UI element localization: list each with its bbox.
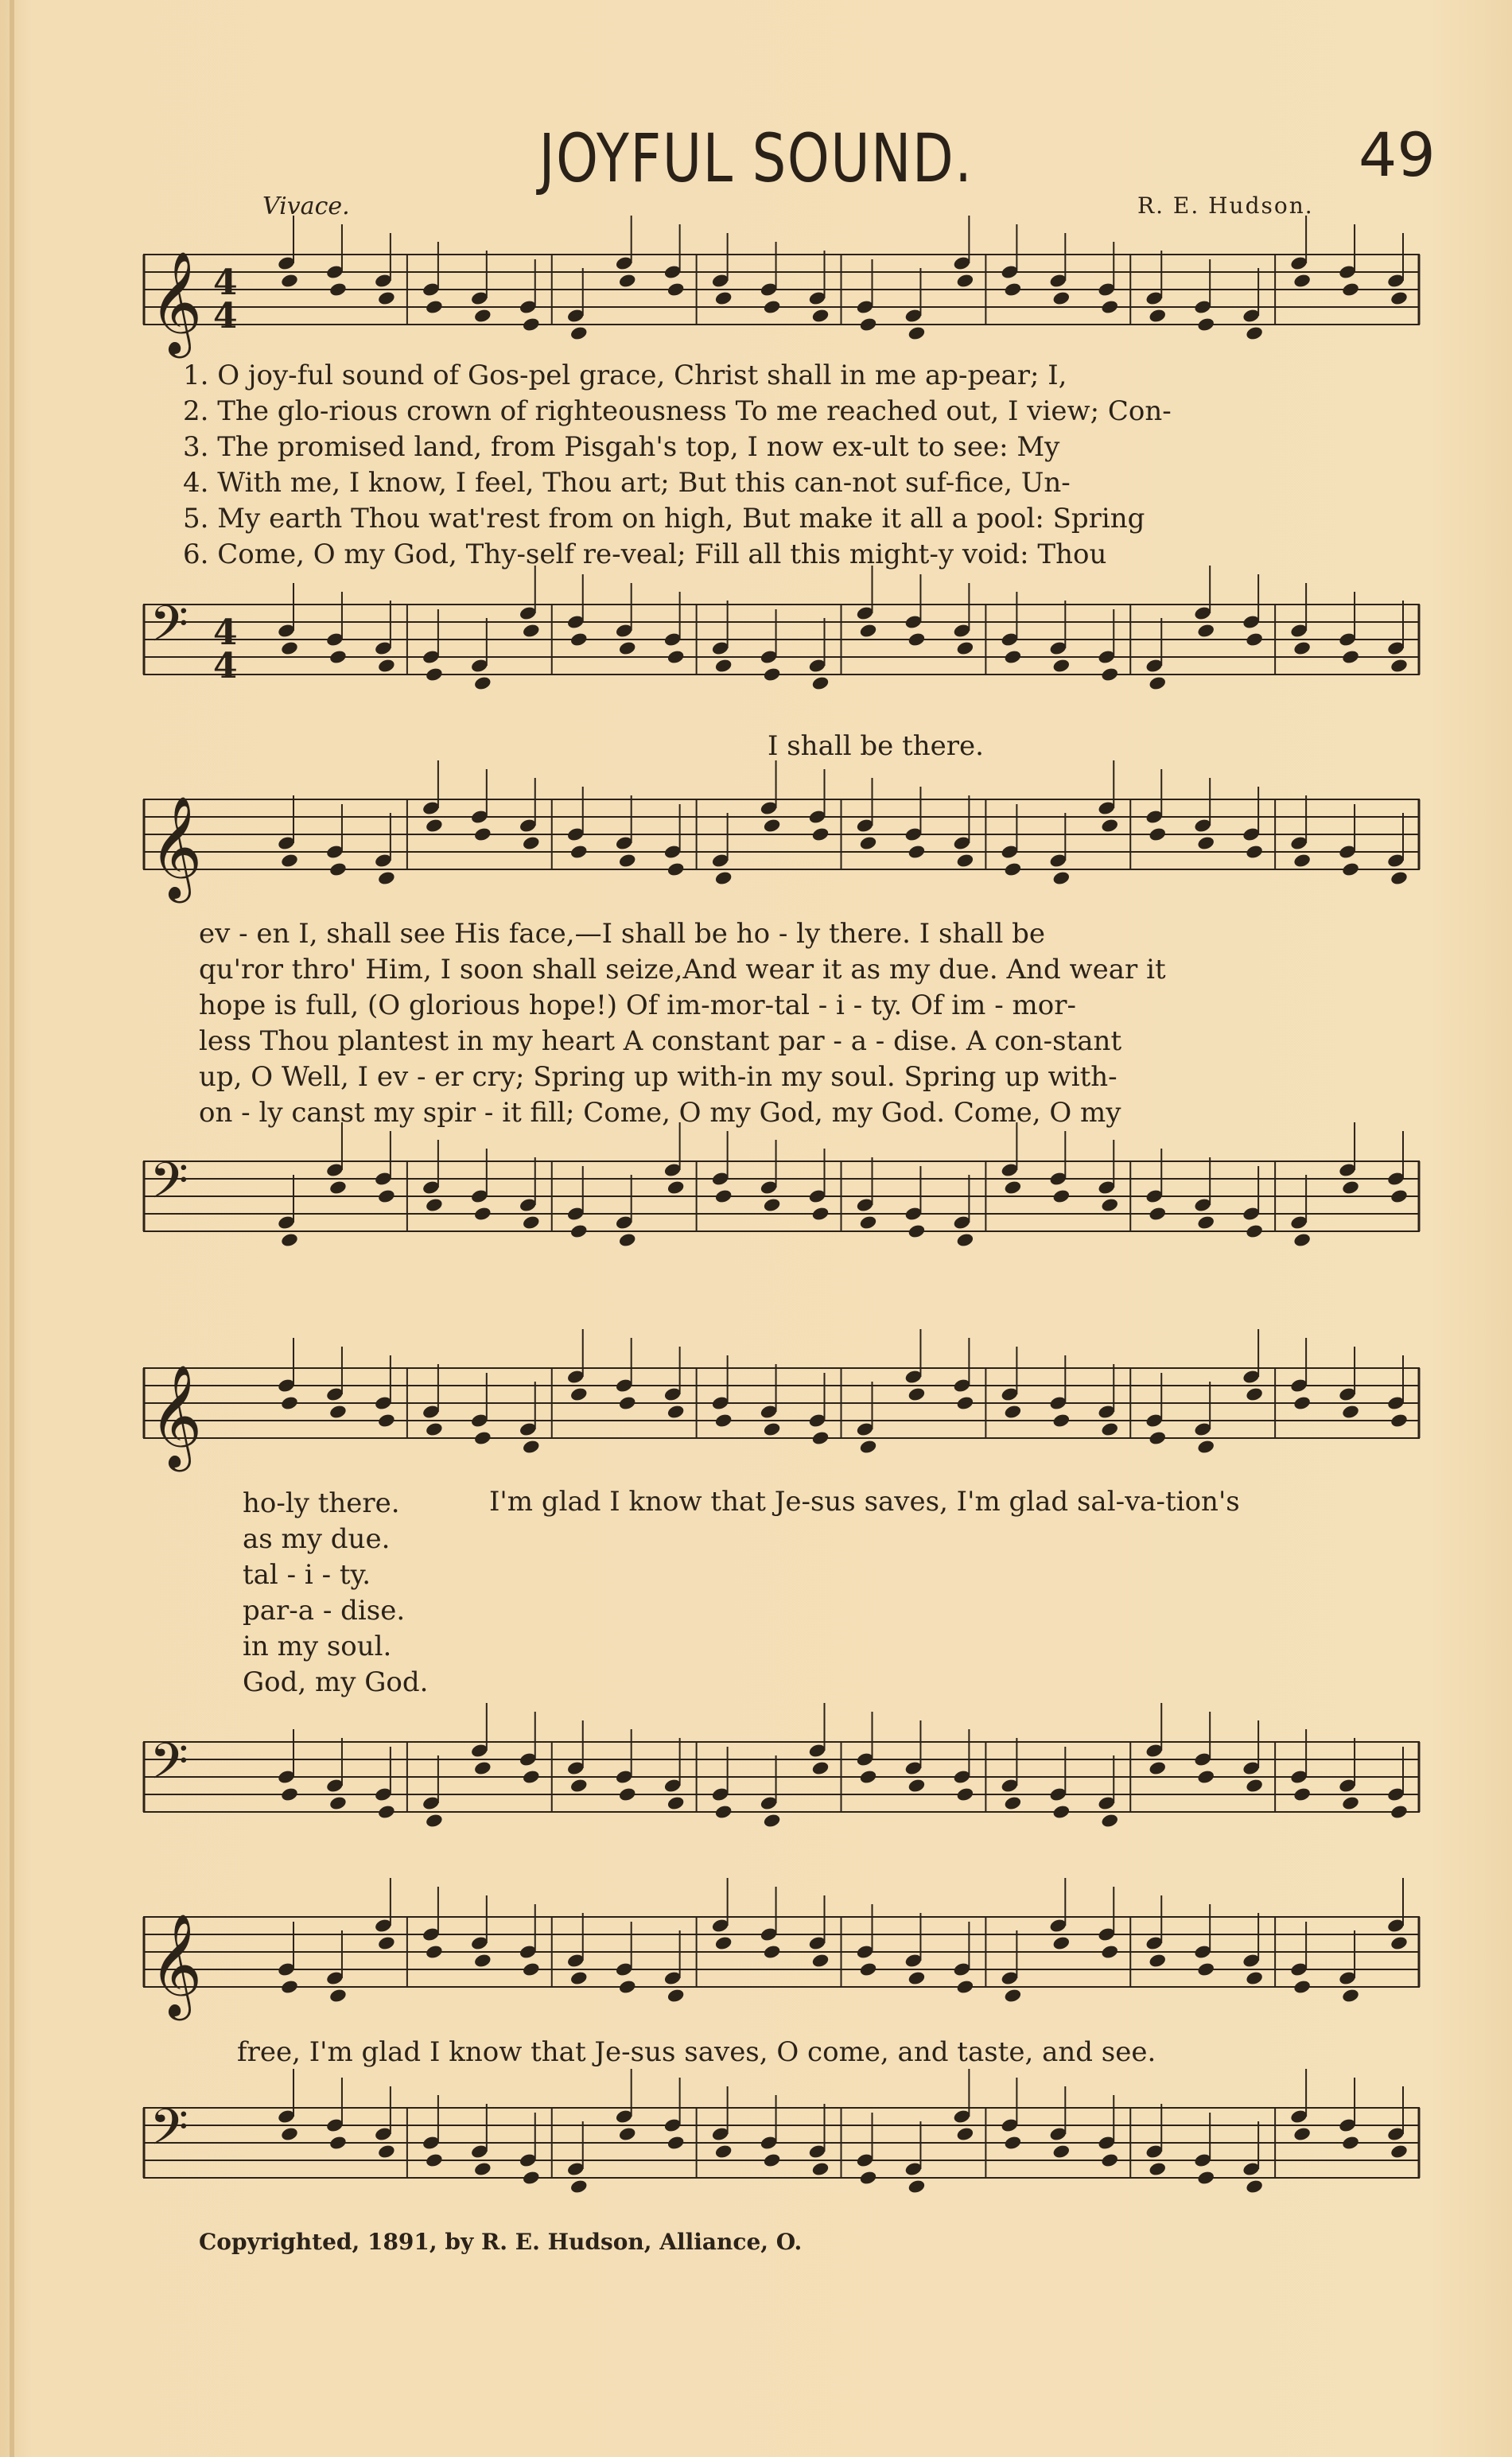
note-head-icon bbox=[1148, 1430, 1167, 1446]
note-head-icon bbox=[1148, 2161, 1167, 2177]
note-head-icon bbox=[1052, 658, 1071, 674]
note-head-icon bbox=[956, 273, 975, 289]
note-head-icon bbox=[763, 299, 782, 315]
treble-staff-system-3 bbox=[143, 1344, 1420, 1487]
note-head-icon bbox=[473, 675, 492, 691]
note-head-icon bbox=[280, 273, 299, 289]
note-head-icon bbox=[1052, 1804, 1071, 1820]
note-head-icon bbox=[1292, 640, 1312, 656]
note-head-icon bbox=[328, 649, 348, 665]
verse-line: 6. Come, O my God, Thy-self re-veal; Fill all this might-y void: Thou bbox=[183, 538, 1107, 570]
note-head-icon bbox=[377, 2144, 396, 2160]
note-head-icon bbox=[1148, 675, 1167, 691]
note-head-icon bbox=[377, 1804, 396, 1820]
page-spine-shadow bbox=[10, 0, 14, 2457]
bass-clef-icon: 𝄢 bbox=[150, 1151, 189, 1222]
verse-line: 2. The glo-rious crown of righteousness To me reached out, I view; Con- bbox=[183, 395, 1172, 427]
note-head-icon bbox=[908, 1778, 927, 1794]
page-number: 49 bbox=[1358, 119, 1436, 190]
note-head-icon bbox=[1341, 649, 1360, 665]
note-head-icon bbox=[522, 1961, 541, 1977]
note-head-icon bbox=[1292, 1979, 1312, 1995]
note-head-icon bbox=[569, 2179, 589, 2195]
note-head-icon bbox=[328, 282, 348, 297]
note-head-icon bbox=[667, 1180, 686, 1195]
note-head-icon bbox=[1390, 1413, 1409, 1429]
note-head-icon bbox=[956, 640, 975, 656]
hymn-title: JOYFUL SOUND. bbox=[538, 119, 974, 197]
note-head-icon bbox=[425, 1421, 444, 1437]
note-head-icon bbox=[811, 675, 830, 691]
note-head-icon bbox=[377, 1188, 396, 1204]
note-head-icon bbox=[473, 1430, 492, 1446]
note-head-icon bbox=[473, 826, 492, 842]
note-head-icon bbox=[1196, 1439, 1215, 1455]
note-head-icon bbox=[473, 2161, 492, 2177]
note-head-icon bbox=[667, 1404, 686, 1420]
note-head-icon bbox=[763, 1197, 782, 1213]
note-head-icon bbox=[1245, 1223, 1264, 1239]
note-head-icon bbox=[714, 870, 733, 886]
note-head-icon bbox=[859, 1961, 878, 1977]
note-head-icon bbox=[763, 667, 782, 682]
verse-line: qu'ror thro' Him, I soon shall seize,And wear it as my due. And wear it bbox=[199, 954, 1166, 986]
note-head-icon bbox=[1341, 1795, 1360, 1811]
note-head-icon bbox=[1292, 1232, 1312, 1248]
note-head-icon bbox=[473, 1760, 492, 1776]
bass-clef-icon: 𝄢 bbox=[150, 2097, 189, 2168]
time-signature-icon: 4 bbox=[213, 646, 238, 686]
note-head-icon bbox=[1390, 658, 1409, 674]
note-head-icon bbox=[1341, 861, 1360, 877]
note-head-icon bbox=[1052, 2144, 1071, 2160]
note-head-icon bbox=[618, 1232, 637, 1248]
note-head-icon bbox=[425, 2152, 444, 2168]
bass-staff-system-3 bbox=[143, 1718, 1420, 1861]
note-head-icon bbox=[1196, 1961, 1215, 1977]
note-head-icon bbox=[811, 1430, 830, 1446]
verse-line: 4. With me, I know, I feel, Thou art; But this can-not suf-fice, Un- bbox=[183, 467, 1071, 499]
bass-staff-1 bbox=[143, 581, 1420, 724]
note-head-icon bbox=[473, 308, 492, 324]
bass-staff-2 bbox=[143, 1137, 1420, 1281]
note-head-icon bbox=[811, 1206, 830, 1222]
note-head-icon bbox=[956, 2126, 975, 2142]
note-head-icon bbox=[1341, 282, 1360, 297]
note-head-icon bbox=[569, 1386, 589, 1402]
note-head-icon bbox=[667, 2135, 686, 2151]
note-head-icon bbox=[1292, 2126, 1312, 2142]
note-head-icon bbox=[1390, 1935, 1409, 1951]
note-head-icon bbox=[763, 1944, 782, 1960]
note-head-icon bbox=[714, 658, 733, 674]
note-head-icon bbox=[667, 282, 686, 297]
note-head-icon bbox=[569, 325, 589, 341]
note-head-icon bbox=[1100, 299, 1119, 315]
note-head-icon bbox=[763, 2152, 782, 2168]
bass-staff-3 bbox=[143, 1718, 1420, 1861]
note-head-icon bbox=[1196, 317, 1215, 332]
treble-clef-icon: 𝄞 bbox=[150, 1913, 203, 2016]
refrain-line-2: free, I'm glad I know that Je-sus saves, O come, and taste, and see. bbox=[237, 2036, 1156, 2068]
note-head-icon bbox=[1245, 325, 1264, 341]
verse-line: 5. My earth Thou wat'rest from on high, But make it all a pool: Spring bbox=[183, 503, 1145, 535]
note-head-icon bbox=[522, 317, 541, 332]
note-head-icon bbox=[1245, 844, 1264, 860]
note-head-icon bbox=[1004, 649, 1023, 665]
note-head-icon bbox=[522, 835, 541, 851]
note-head-icon bbox=[280, 853, 299, 869]
note-head-icon bbox=[714, 1188, 733, 1204]
note-head-icon bbox=[425, 299, 444, 315]
note-head-icon bbox=[425, 1813, 444, 1829]
treble-clef-icon: 𝄞 bbox=[150, 251, 203, 354]
verse-line: hope is full, (O glorious hope!) Of im-mor-tal - i - ty. Of im - mor- bbox=[199, 989, 1076, 1021]
note-head-icon bbox=[280, 1786, 299, 1802]
composer-credit: R. E. Hudson. bbox=[1137, 192, 1314, 219]
note-head-icon bbox=[956, 853, 975, 869]
note-head-icon bbox=[1004, 1404, 1023, 1420]
bass-staff-system-2 bbox=[143, 1137, 1420, 1281]
note-head-icon bbox=[377, 290, 396, 306]
note-head-icon bbox=[811, 308, 830, 324]
copyright-notice: Copyrighted, 1891, by R. E. Hudson, Alliance, O. bbox=[199, 2229, 803, 2255]
time-signature-icon: 4 bbox=[213, 296, 238, 336]
note-head-icon bbox=[763, 1421, 782, 1437]
note-head-icon bbox=[1390, 870, 1409, 886]
treble-staff-system-4 bbox=[143, 1893, 1420, 2036]
note-head-icon bbox=[859, 2170, 878, 2186]
note-head-icon bbox=[1052, 1935, 1071, 1951]
note-head-icon bbox=[618, 1395, 637, 1411]
note-head-icon bbox=[1052, 1188, 1071, 1204]
note-head-icon bbox=[1196, 835, 1215, 851]
note-head-icon bbox=[714, 1804, 733, 1820]
note-head-icon bbox=[522, 623, 541, 639]
note-head-icon bbox=[714, 1413, 733, 1429]
note-head-icon bbox=[618, 853, 637, 869]
bass-staff-4 bbox=[143, 2084, 1420, 2227]
treble-staff-1 bbox=[143, 231, 1420, 374]
verse-line: in my soul. bbox=[243, 1631, 392, 1662]
note-head-icon bbox=[618, 2126, 637, 2142]
note-head-icon bbox=[377, 870, 396, 886]
note-head-icon bbox=[1148, 308, 1167, 324]
note-head-icon bbox=[1004, 1795, 1023, 1811]
note-head-icon bbox=[956, 1395, 975, 1411]
note-head-icon bbox=[522, 1215, 541, 1230]
note-head-icon bbox=[1390, 2144, 1409, 2160]
treble-staff-4 bbox=[143, 1893, 1420, 2036]
note-head-icon bbox=[908, 2179, 927, 2195]
note-head-icon bbox=[1052, 1413, 1071, 1429]
note-head-icon bbox=[618, 273, 637, 289]
note-head-icon bbox=[569, 844, 589, 860]
note-head-icon bbox=[1245, 2179, 1264, 2195]
note-head-icon bbox=[667, 1988, 686, 2004]
note-head-icon bbox=[1245, 632, 1264, 647]
note-head-icon bbox=[1341, 1180, 1360, 1195]
note-head-icon bbox=[811, 2161, 830, 2177]
verse-line: ho-ly there. bbox=[243, 1487, 400, 1519]
note-head-icon bbox=[1100, 1421, 1119, 1437]
note-head-icon bbox=[569, 1970, 589, 1986]
note-head-icon bbox=[1245, 1970, 1264, 1986]
note-head-icon bbox=[1100, 1197, 1119, 1213]
note-head-icon bbox=[1390, 290, 1409, 306]
note-head-icon bbox=[425, 667, 444, 682]
verse-line: up, O Well, I ev - er cry; Spring up with-in my soul. Spring up with- bbox=[199, 1061, 1117, 1093]
note-head-icon bbox=[425, 818, 444, 834]
note-head-icon bbox=[280, 2126, 299, 2142]
note-head-icon bbox=[1100, 1944, 1119, 1960]
note-head-icon bbox=[908, 1386, 927, 1402]
note-head-icon bbox=[328, 861, 348, 877]
bass-clef-icon: 𝄢 bbox=[150, 594, 189, 665]
verse-line: par-a - dise. bbox=[243, 1595, 406, 1627]
note-head-icon bbox=[328, 1795, 348, 1811]
note-head-icon bbox=[1196, 1769, 1215, 1785]
note-head-icon bbox=[714, 290, 733, 306]
verse-line: God, my God. bbox=[243, 1666, 429, 1698]
note-head-icon bbox=[280, 640, 299, 656]
note-head-icon bbox=[811, 826, 830, 842]
note-head-icon bbox=[1052, 290, 1071, 306]
note-head-icon bbox=[811, 1953, 830, 1969]
note-head-icon bbox=[714, 1935, 733, 1951]
note-head-icon bbox=[1100, 1813, 1119, 1829]
note-head-icon bbox=[1341, 1988, 1360, 2004]
note-head-icon bbox=[1292, 1786, 1312, 1802]
note-head-icon bbox=[1004, 1988, 1023, 2004]
note-head-icon bbox=[908, 1970, 927, 1986]
time-signature-icon: 4 bbox=[213, 262, 238, 303]
note-head-icon bbox=[1245, 1778, 1264, 1794]
note-head-icon bbox=[1148, 1206, 1167, 1222]
bass-clef-icon: 𝄢 bbox=[150, 1732, 189, 1802]
note-head-icon bbox=[667, 1795, 686, 1811]
verse-line: ev - en I, shall see His face,—I shall be ho - ly there. I shall be bbox=[199, 918, 1046, 950]
bass-staff-system-1 bbox=[143, 581, 1420, 724]
note-head-icon bbox=[1341, 1404, 1360, 1420]
note-head-icon bbox=[618, 1786, 637, 1802]
note-head-icon bbox=[859, 623, 878, 639]
note-head-icon bbox=[328, 1180, 348, 1195]
note-head-icon bbox=[280, 1395, 299, 1411]
note-head-icon bbox=[377, 1935, 396, 1951]
note-head-icon bbox=[763, 818, 782, 834]
note-head-icon bbox=[1004, 1180, 1023, 1195]
note-head-icon bbox=[714, 2144, 733, 2160]
note-head-icon bbox=[667, 861, 686, 877]
note-head-icon bbox=[328, 1404, 348, 1420]
note-head-icon bbox=[522, 1769, 541, 1785]
note-head-icon bbox=[569, 1223, 589, 1239]
note-head-icon bbox=[1390, 1804, 1409, 1820]
verse-line: less Thou plantest in my heart A constant par - a - dise. A con-stant bbox=[199, 1025, 1122, 1057]
note-head-icon bbox=[522, 2170, 541, 2186]
note-head-icon bbox=[956, 1979, 975, 1995]
note-head-icon bbox=[328, 1988, 348, 2004]
note-head-icon bbox=[618, 640, 637, 656]
note-head-icon bbox=[1196, 1215, 1215, 1230]
note-head-icon bbox=[811, 1760, 830, 1776]
note-head-icon bbox=[473, 1206, 492, 1222]
note-head-icon bbox=[1196, 2170, 1215, 2186]
note-head-icon bbox=[328, 2135, 348, 2151]
note-head-icon bbox=[569, 632, 589, 647]
note-head-icon bbox=[859, 1439, 878, 1455]
note-head-icon bbox=[763, 1813, 782, 1829]
treble-clef-icon: 𝄞 bbox=[150, 795, 203, 899]
verse-line: 1. O joy-ful sound of Gos-pel grace, Christ shall in me ap-pear; I, bbox=[183, 360, 1067, 391]
note-head-icon bbox=[859, 317, 878, 332]
note-head-icon bbox=[425, 1197, 444, 1213]
verse-line: as my due. bbox=[243, 1523, 391, 1555]
treble-clef-icon: 𝄞 bbox=[150, 1364, 203, 1468]
verses-part-1 bbox=[183, 358, 1424, 573]
note-head-icon bbox=[956, 1232, 975, 1248]
note-head-icon bbox=[1100, 2152, 1119, 2168]
tempo-marking: Vivace. bbox=[262, 192, 350, 220]
note-head-icon bbox=[908, 632, 927, 647]
note-head-icon bbox=[859, 1769, 878, 1785]
treble-staff-2 bbox=[143, 776, 1420, 919]
bass-staff-system-4 bbox=[143, 2084, 1420, 2227]
note-head-icon bbox=[1100, 818, 1119, 834]
note-head-icon bbox=[859, 1215, 878, 1230]
note-head-icon bbox=[1148, 1760, 1167, 1776]
time-signature-icon: 4 bbox=[213, 612, 238, 653]
note-head-icon bbox=[1292, 1395, 1312, 1411]
note-head-icon bbox=[908, 844, 927, 860]
note-head-icon bbox=[280, 1232, 299, 1248]
note-head-icon bbox=[1148, 826, 1167, 842]
verse-line: 3. The promised land, from Pisgah's top, I now ex-ult to see: My bbox=[183, 431, 1060, 463]
note-head-icon bbox=[522, 1439, 541, 1455]
note-head-icon bbox=[1390, 1188, 1409, 1204]
note-head-icon bbox=[1004, 2135, 1023, 2151]
note-head-icon bbox=[908, 325, 927, 341]
note-head-icon bbox=[1196, 623, 1215, 639]
treble-staff-3 bbox=[143, 1344, 1420, 1487]
note-head-icon bbox=[1148, 1953, 1167, 1969]
note-head-icon bbox=[1245, 1386, 1264, 1402]
note-head-icon bbox=[377, 1413, 396, 1429]
treble-staff-system-1 bbox=[143, 231, 1420, 374]
note-head-icon bbox=[1100, 667, 1119, 682]
note-head-icon bbox=[1292, 273, 1312, 289]
verses-part-3 bbox=[243, 1486, 428, 1701]
note-head-icon bbox=[1052, 870, 1071, 886]
verses-part-2 bbox=[199, 916, 1440, 1131]
verse-line: tal - i - ty. bbox=[243, 1559, 371, 1591]
note-head-icon bbox=[1004, 282, 1023, 297]
note-head-icon bbox=[280, 1979, 299, 1995]
note-head-icon bbox=[473, 1953, 492, 1969]
between-line: I shall be there. bbox=[768, 730, 984, 762]
note-head-icon bbox=[1292, 853, 1312, 869]
verse-line: on - ly canst my spir - it fill; Come, O my God, my God. Come, O my bbox=[199, 1097, 1121, 1129]
note-head-icon bbox=[956, 1786, 975, 1802]
treble-staff-system-2 bbox=[143, 776, 1420, 919]
note-head-icon bbox=[569, 1778, 589, 1794]
note-head-icon bbox=[908, 1223, 927, 1239]
note-head-icon bbox=[1341, 2135, 1360, 2151]
refrain-line-1: I'm glad I know that Je-sus saves, I'm glad sal-va-tion's bbox=[489, 1486, 1240, 1518]
note-head-icon bbox=[425, 1944, 444, 1960]
note-head-icon bbox=[1004, 861, 1023, 877]
note-head-icon bbox=[377, 658, 396, 674]
note-head-icon bbox=[859, 835, 878, 851]
note-head-icon bbox=[667, 649, 686, 665]
note-head-icon bbox=[618, 1979, 637, 1995]
